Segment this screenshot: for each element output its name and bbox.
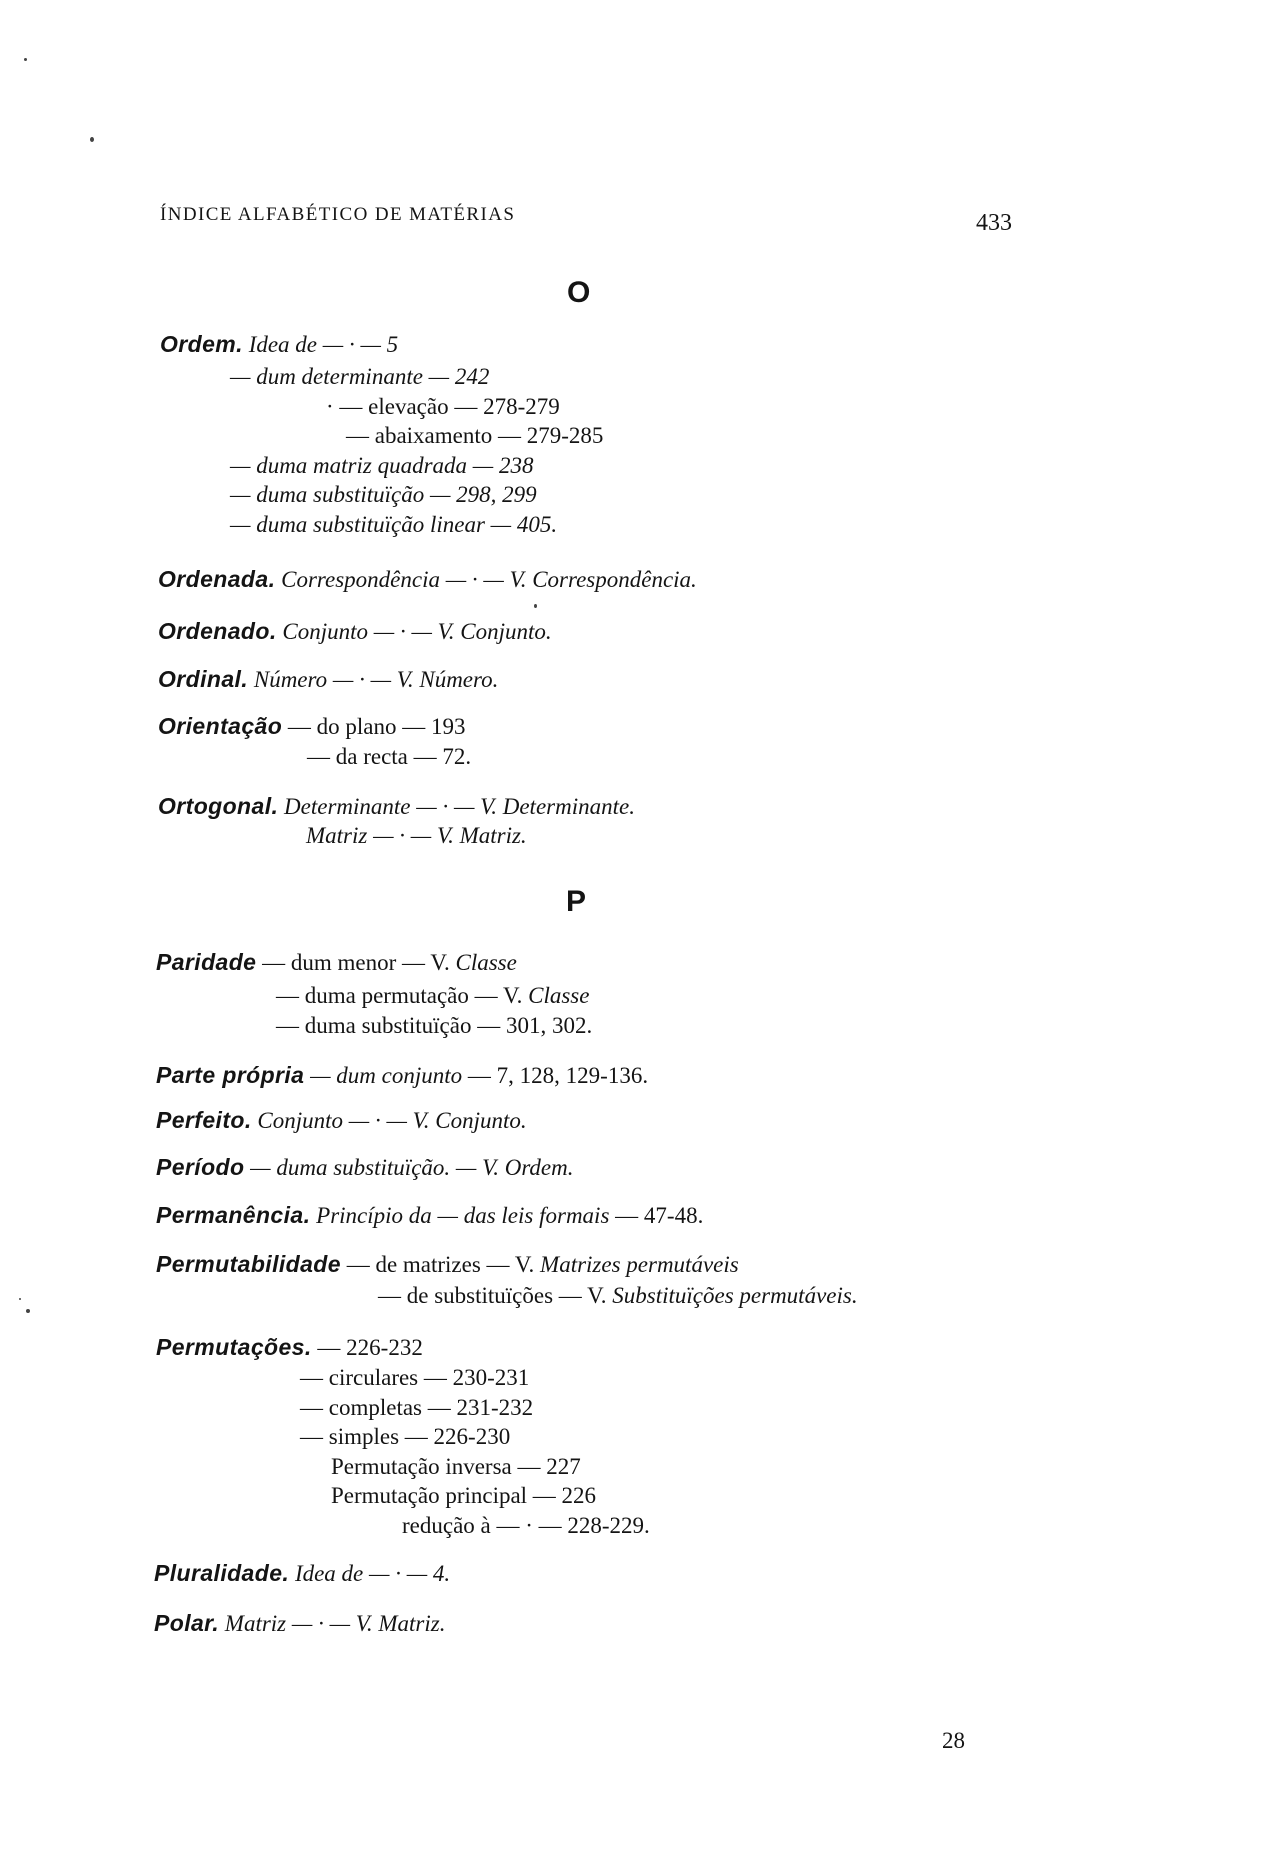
entry-reference: Classe (455, 950, 517, 975)
entry-pages: — 47-48. (615, 1203, 704, 1228)
entry-text: Correspondência — · — V. (281, 567, 527, 592)
entry-reference: Substituïções permutáveis. (612, 1283, 858, 1308)
entry-text: Matriz — · — V. (224, 1611, 373, 1636)
index-subentry: Permutação inversa — 227 (331, 1454, 581, 1479)
index-subentry: — abaixamento — 279-285 (346, 423, 604, 448)
index-entry-pluralidade (154, 1559, 450, 1588)
index-entry-periodo (156, 1153, 573, 1182)
scan-speck (26, 1309, 30, 1313)
entry-reference: Ordem. (504, 1155, 574, 1180)
index-subentry: redução à — · — 228-229. (402, 1513, 650, 1538)
entry-text: — de substituïções — V. (378, 1283, 607, 1308)
index-entry-ordem (160, 330, 398, 359)
entry-reference: Matrizes permutáveis (540, 1252, 739, 1277)
entry-text: Número — · — V. (253, 667, 414, 692)
entry-headword: Perfeito. (156, 1107, 252, 1133)
entry-text: — dum menor — V. (262, 950, 450, 975)
entry-headword: Parte própria (156, 1062, 305, 1088)
index-entry-parte-propria (156, 1061, 648, 1090)
entry-headword: Orientação (158, 713, 283, 739)
entry-headword: Permutações. (156, 1334, 312, 1360)
index-entry-permutabilidade (156, 1250, 739, 1279)
entry-headword: Ordem. (160, 331, 243, 357)
index-entry-paridade (156, 948, 517, 977)
entry-headword: Ordenada. (158, 566, 276, 592)
entry-text: — duma substituïção. — V. (250, 1155, 499, 1180)
scan-speck (24, 58, 27, 61)
entry-headword: Permanência. (156, 1202, 311, 1228)
index-subentry: — circulares — 230-231 (300, 1365, 530, 1390)
entry-reference: Correspondência. (532, 567, 697, 592)
index-subentry: · — elevação — 278-279 (326, 394, 560, 419)
entry-text: — de matrizes — V. (346, 1252, 535, 1277)
entry-headword: Permutabilidade (156, 1251, 341, 1277)
scan-speck (90, 137, 94, 142)
entry-reference: Matriz. (459, 823, 527, 848)
entry-reference: Determinante. (502, 794, 635, 819)
entry-headword: Período (156, 1154, 245, 1180)
entry-pages: — 7, 128, 129-136. (467, 1063, 649, 1088)
index-entry-ordenada (158, 565, 697, 594)
index-subentry: — duma substituïção — 301, 302. (276, 1013, 593, 1038)
index-subentry: — dum determinante — 242 (230, 364, 490, 389)
entry-text: Determinante — · — V. (284, 794, 497, 819)
entry-reference: Conjunto. (460, 619, 552, 644)
entry-headword: Ordenado. (158, 618, 277, 644)
index-subentry: — simples — 226-230 (300, 1424, 511, 1449)
index-entry-ortogonal (158, 792, 635, 821)
index-entry-polar (154, 1609, 445, 1638)
section-letter-o: O (567, 276, 591, 309)
page-number: 433 (976, 210, 1012, 236)
entry-text: — do plano — 193 (287, 714, 466, 739)
index-entry-permutacoes (156, 1333, 423, 1362)
index-entry-permanencia (156, 1201, 703, 1230)
entry-reference: Número. (419, 667, 499, 692)
signature-mark: 28 (942, 1728, 965, 1753)
index-subentry (378, 1281, 858, 1310)
entry-text: Conjunto — · — V. (257, 1108, 430, 1133)
entry-headword: Paridade (156, 949, 257, 975)
entry-text: — duma permutação — V. (276, 983, 523, 1008)
scan-speck (19, 1298, 21, 1300)
index-subentry: — completas — 231-232 (300, 1395, 534, 1420)
index-subentry: — duma substituïção linear — 405. (230, 512, 558, 537)
index-entry-perfeito (156, 1106, 527, 1135)
entry-headword: Ordinal. (158, 666, 249, 692)
entry-text: Conjunto — · — V. (282, 619, 455, 644)
entry-headword: Pluralidade. (154, 1560, 290, 1586)
scan-speck (534, 604, 537, 608)
entry-text: Matriz — · — V. (306, 823, 454, 848)
entry-reference: Matriz. (378, 1611, 446, 1636)
entry-headword: Polar. (154, 1610, 220, 1636)
entry-text: Idea de — · — 4. (294, 1561, 451, 1586)
entry-text: — 226-232 (317, 1335, 423, 1360)
index-subentry: — duma substituïção — 298, 299 (230, 482, 537, 507)
entry-text: — dum conjunto (310, 1063, 463, 1088)
entry-headword: Ortogonal. (158, 793, 279, 819)
entry-reference: Classe (528, 983, 590, 1008)
index-subentry: — duma matriz quadrada — 238 (230, 453, 534, 478)
index-entry-ordenado (158, 617, 552, 646)
section-letter-p: P (566, 885, 587, 918)
index-entry-ordinal (158, 665, 498, 694)
index-subentry: Permutação principal — 226 (331, 1483, 597, 1508)
entry-text: Idea de — · — 5 (248, 332, 399, 357)
index-subentry (276, 981, 589, 1010)
index-subentry: — da recta — 72. (307, 744, 472, 769)
entry-text: Princípio da — das leis formais (316, 1203, 610, 1228)
index-entry-orientacao (158, 712, 466, 741)
running-header: ÍNDICE ALFABÉTICO DE MATÉRIAS (160, 204, 516, 225)
index-subentry (306, 821, 527, 850)
entry-reference: Conjunto. (435, 1108, 527, 1133)
